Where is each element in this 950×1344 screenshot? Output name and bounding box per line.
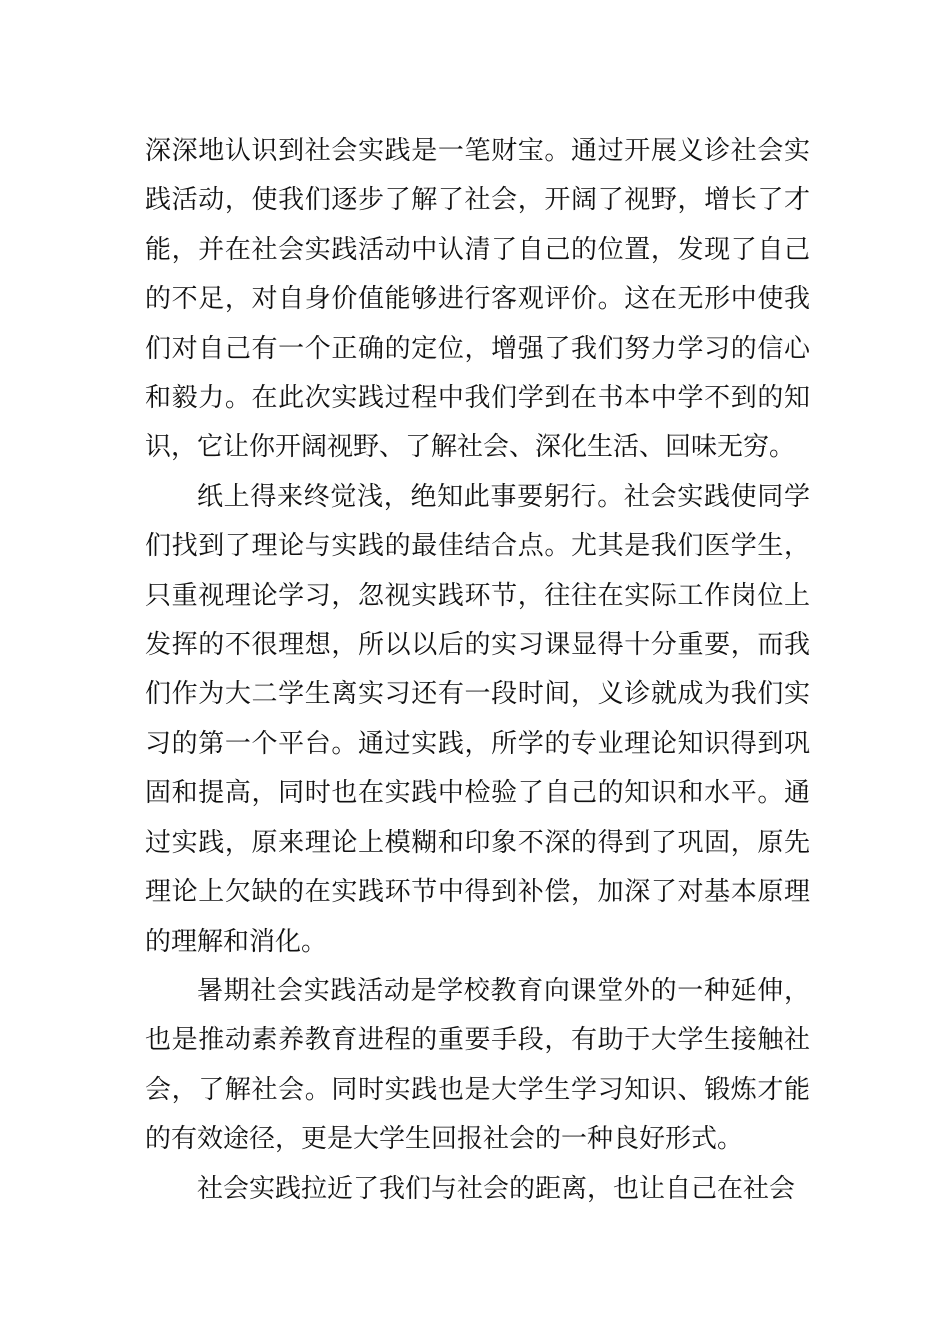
paragraph-social-distance: 社会实践拉近了我们与社会的距离，也让自己在社会 [197, 1173, 796, 1204]
document-body [145, 127, 810, 1214]
paragraph-continuation: 深深地认识到社会实践是一笔财宝。通过开展义诊社会实践活动，使我们逐步了解了社会，开阔了视野，增长了才能，并在社会实践活动中认清了自己的位置，发现了自己的不足，对自身价值能够进行客观评价。这在无形中使我们对自己有一个正确的定位，增强了我们努力学习的信心和毅力。在此次实践过程中我们学到在书本中学不到的知识，它让你开阔视野、了解社会、深化生活、回味无穷。 [145, 136, 810, 463]
paragraph-summer-practice: 暑期社会实践活动是学校教育向课堂外的一种延伸，也是推动素养教育进程的重要手段，有助于大学生接触社会，了解社会。同时实践也是大学生学习知识、锻炼才能的有效途径，更是大学生回报社会的一种良好形式。 [145, 975, 810, 1155]
paragraph-theory-practice: 纸上得来终觉浅，绝知此事要躬行。社会实践使同学们找到了理论与实践的最佳结合点。尤其是我们医学生，只重视理论学习，忽视实践环节，往往在实际工作岗位上发挥的不很理想，所以以后的实习课显得十分重要，而我们作为大二学生离实习还有一段时间，义诊就成为我们实习的第一个平台。通过实践，所学的专业理论知识得到巩固和提高，同时也在实践中检验了自己的知识和水平。通过实践，原来理论上模糊和印象不深的得到了巩固，原先理论上欠缺的在实践环节中得到补偿，加深了对基本原理的理解和消化。 [145, 481, 810, 957]
